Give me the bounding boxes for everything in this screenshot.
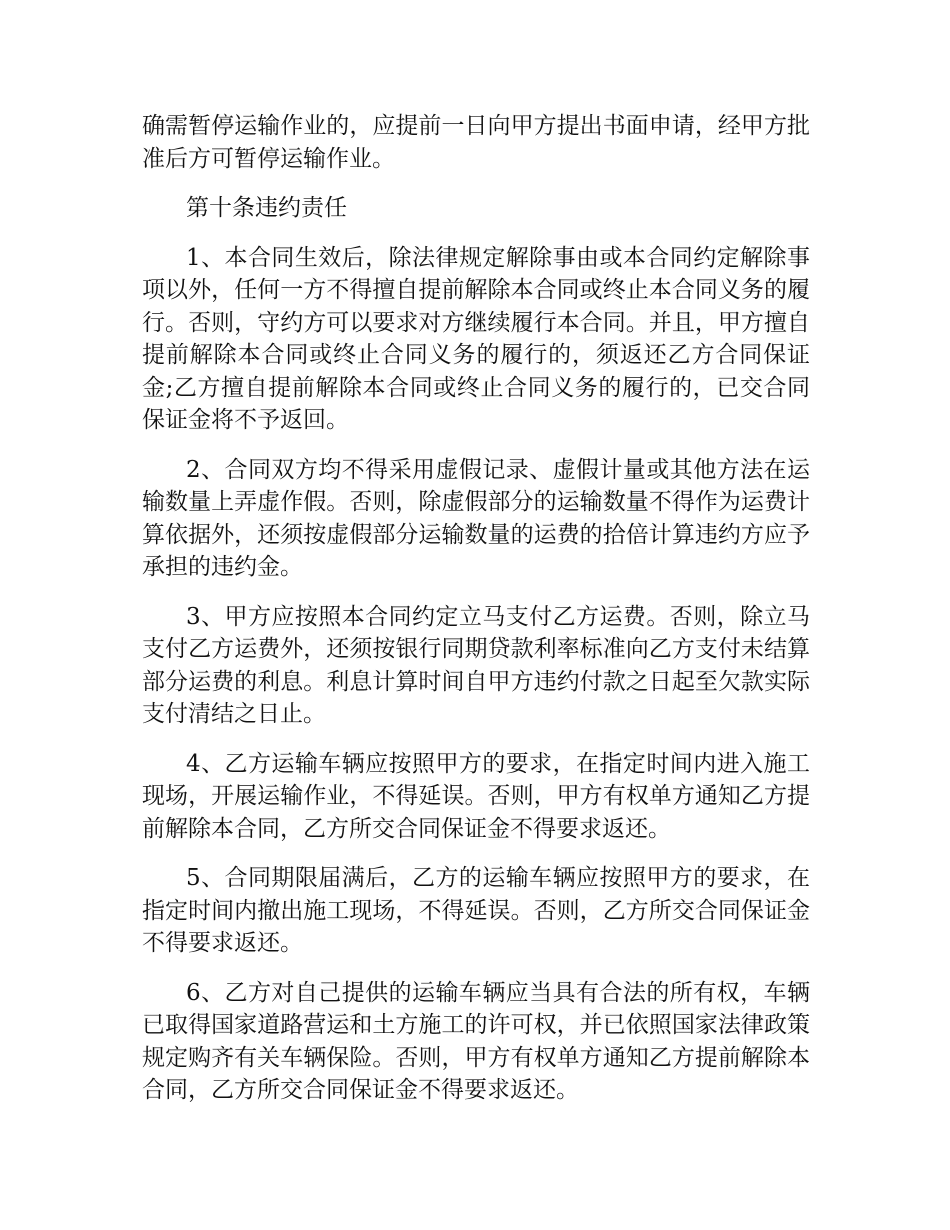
clause-5: 5、合同期限届满后，乙方的运输车辆应按照甲方的要求，在指定时间内撤出施工现场，不得延误。否则，乙方所交合同保证金不得要求返还。 xyxy=(142,865,810,956)
paragraph-continuation: 确需暂停运输作业的，应提前一日向甲方提出书面申请，经甲方批准后方可暂停运输作业。 xyxy=(142,113,810,172)
document-body xyxy=(142,110,810,1124)
clause-2: 2、合同双方均不得采用虚假记录、虚假计量或其他方法在运输数量上弄虚作假。否则，除虚假部分的运输数量不得作为运费计算依据外，还须按虚假部分运输数量的运费的拾倍计算违约方应予承担的违约金。 xyxy=(142,456,810,580)
clause-6: 6、乙方对自己提供的运输车辆应当具有合法的所有权，车辆已取得国家道路营运和土方施工的许可权，并已依照国家法律政策规定购齐有关车辆保险。否则，甲方有权单方通知乙方提前解除本合同，乙方所交合同保证金不得要求返还。 xyxy=(142,979,810,1103)
section-heading-article-10: 第十条违约责任 xyxy=(186,195,347,221)
clause-4: 4、乙方运输车辆应按照甲方的要求，在指定时间内进入施工现场，开展运输作业，不得延误。否则，甲方有权单方通知乙方提前解除本合同，乙方所交合同保证金不得要求返还。 xyxy=(142,750,810,842)
clause-3: 3、甲方应按照本合同约定立马支付乙方运费。否则，除立马支付乙方运费外，还须按银行同期贷款利率标准向乙方支付未结算部分运费的利息。利息计算时间自甲方违约付款之日起至欠款实际支付清结之日止。 xyxy=(142,603,810,727)
clause-1: 1、本合同生效后，除法律规定解除事由或本合同约定解除事项以外，任何一方不得擅自提前解除本合同或终止本合同义务的履行。否则，守约方可以要求对方继续履行本合同。并且，甲方擅自提前解除本合同或终止合同义务的履行的，须返还乙方合同保证金;乙方擅自提前解除本合同或终止合同义务的履行的，已交合同保证金将不予返回。 xyxy=(142,244,810,433)
